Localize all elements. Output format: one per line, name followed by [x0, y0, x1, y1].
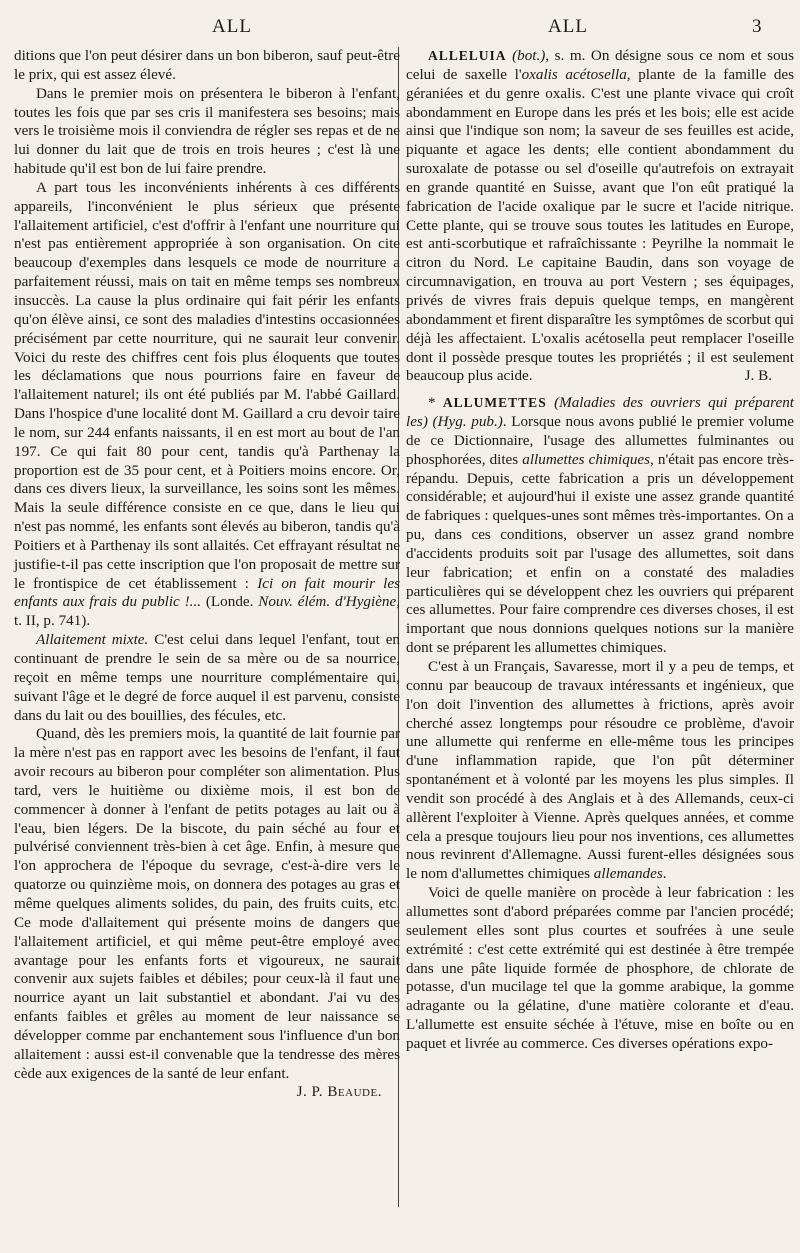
header-right-word: ALL	[548, 16, 588, 37]
headword-allumettes: ALLUMETTES	[442, 395, 547, 411]
page-number: 3	[752, 16, 763, 37]
running-header	[0, 8, 800, 42]
mixed-feeding-text: C'est celui dans lequel l'enfant, tout en continuant de prendre le sein de sa mère ou de sa nourrice, reçoit en même temps une nourriture complémentaire qui, suivant l'âge et le degré de force auquel il est parvenu, consiste dans du lait ou des bouillies, des fécules, etc.	[14, 631, 400, 724]
asterisk-marker: *	[428, 394, 443, 412]
entry-alleluia	[406, 47, 794, 386]
headword-alleluia: ALLELUIA	[428, 48, 507, 63]
label-hygiene: (Hyg. pub.)	[432, 413, 503, 431]
paragraph-first-months: Quand, dès les premiers mois, la quantité de lait fournie par la mère n'est pas en rapport avec les besoins de l'enfant, il faut avoir recours au biberon pour compléter son alimentation. Plus tard, vers le huitième ou dixième mois, il est bon de commencer à donner à l'enfant de petits potages au lait ou à l'eau, bien légers. De la biscote, du pain séché au four et pulvérisé conviennent très-bien à cet âge. Enfin, à mesure que l'on approchera de l'époque du sevrage, c'est-à-dire vers le quatorze ou quinzième mois, on donnera des potages au gras et même quelques aliments solides, du pain, des fruits cuits, etc. Ce mode d'allaitement qui présente moins de dangers que l'allaitement artificiel, et qui même peut-être employé avec avantage pour les enfants forts et vigoureux, ne saurait convenir aux sujets faibles et débiles; pour ceux-là il faut une nourrice ayant un lait substantiel et abondant. J'ai vu des enfants faibles et grêles au moment de leur naissance se développer comme par enchantement sous l'influence d'un bon allaitement : aussi est-il convenable que la tendresse des mères cède aux exigences de la santé de leur enfant.	[14, 725, 400, 1082]
entry-allumettes	[406, 394, 794, 658]
header-left-word: ALL	[212, 16, 252, 37]
entry-signature-jb: J. B.	[744, 367, 772, 385]
label-botany: (bot.)	[512, 47, 546, 64]
paragraph-artificial-feeding	[14, 179, 400, 631]
paragraph-mixed-feeding	[14, 631, 400, 725]
right-column	[406, 47, 794, 1054]
alleluia-text-b: , plante de la famille des géraniées et du genre oxalis. C'est une plante vivace qui croît abondamment en Europe dans les prés et les bois; elle est acide ainsi que l'indique son nom; la saveur de ses feuilles est acide, piquante et agace les dents; elle contient abondamment du suroxalate de potasse ou sel d'oseille qu'autrefois on extrayait en grande quantité en Suisse, avant que l'on eût pratiqué la fabrication de l'acide oxalique par le sucre et l'acide nitrique. Cette plante, qui se trouve sous toutes les latitudes en Europe, est anti-scorbutique et rafraîchissante : Peyrilhe la nommait le citron du Nord. Le capitaine Baudin, dans son voyage de circumnavigation, en trouva au port Vestern ; ses équipages, privés de vivres frais depuis quelque temps, en mangèrent abondamment et firent disparaître les symptômes de scorbut qui déjà les affectaient. L'oxalis acétosella peut remplacer l'oseille dont il possède presque toutes les propriétés ; il est seulement beaucoup plus acide.	[406, 65, 795, 385]
latin-name: oxalis acétosella	[521, 65, 627, 83]
entry-gap	[406, 386, 794, 394]
paragraph-savaresse	[406, 658, 794, 884]
subtitle-maladies: (Maladies des ouvriers qui préparent les)	[406, 394, 794, 431]
term-allumettes-chimiques: allumettes chimiques	[522, 450, 651, 468]
paragraph-biberon-end: ditions que l'on peut désirer dans un bon biberon, sauf peut-être le prix, qui est assez élevé.	[14, 47, 400, 83]
author-signature: J. P. Beaude.	[296, 1083, 382, 1101]
allumettes-text-a: . Lorsque nous avons publié le premier volume de ce Dictionnaire, l'usage des allumettes fulminantes ou phosphorées, dites	[406, 413, 794, 468]
reference-open: (Londe.	[201, 593, 259, 611]
savaresse-end: .	[662, 865, 667, 883]
allumettes-text-b: , n'était pas encore très-répandu. Depuis, cette fabrication a pris un développement considérable; et aujourd'hui il existe une assez grande quantité de fabriques : quelques-unes sont mêmes très-importantes. On a pu, dans ces conditions, observer un assez grand nombre d'accidents produits soit par l'usage des allumettes, soit dans leur fabrication; et enfin on a constaté des maladies particulières qui se développent chez les ouvriers qui préparent ces allumettes. Pour faire comprendre ces diverses choses, il est important que nous donnions quelques notions sur la manière dont se préparent les allumettes chimiques.	[406, 450, 794, 657]
left-column	[14, 47, 400, 1102]
paragraph-fabrication: Voici de quelle manière on procède à leur fabrication : les allumettes sont d'abord préparées comme par l'ancien procédé; seulement elles sont plus courtes et soufrées à une seule extrémité : c'est cette extrémité qui est destinée à être trempée dans une pâte liquide formée de phosphore, de chlorate de potasse, d'un mucilage tel que la gomme arabique, la gomme adragante ou la gélatine, d'une matière colorante et d'eau. L'allumette est ensuite séchée à l'étuve, mise en boîte ou en paquet et livrée au commerce. Ces diverses opérations expo-	[406, 884, 794, 1052]
term-mixed-feeding: Allaitement mixte.	[36, 631, 149, 649]
term-allemandes: allemandes	[593, 865, 663, 883]
artificial-feeding-text: A part tous les inconvénients inhérents à ces différents appareils, l'inconvénient le plus sérieux que présente l'allaitement artificiel, c'est d'offrir à l'enfant une nourriture qui n'est pas entièrement appropriée à son organisation. On cite beaucoup d'exemples dans lesquels ce mode de nourriture a parfaitement réussi, mais on tait en même temps ses nombreux insuccès. La cause la plus ordinaire qui fait périr les enfants qu'on élève ainsi, ce sont des maladies d'intestins occasionnées précisément par cette nourriture, qui ne saurait leur convenir. Voici du reste des chiffres cent fois plus éloquents que toutes les déclamations que nous pourrions faire en faveur de l'allaitement naturel; ils ont été publiés par M. l'abbé Gaillard. Dans l'hospice d'une localité dont M. Gaillard a cru devoir taire le nom, sur 244 enfants naissants, il en est mort au bout de l'an 197. Ce qui fait 80 pour cent, tandis qu'à Parthenay la proportion est de 35 pour cent, et à Poitiers moins encore. Or, dans ces divers lieux, la surveillance, les soins sont les mêmes. Mais la seule différence consiste en ce que, dans le lieu qui n'est pas nommé, les enfants sont élevés au biberon, tandis qu'à Poitiers et à Parthenay ils sont allaités. Cet effrayant résultat ne justifie-t-il pas cette inscription que l'on proposait de mettre sur le frontispice de cet établissement :	[14, 178, 400, 592]
reference-close: t. II, p. 741).	[14, 612, 91, 630]
inscription-quote: Ici on fait mourir les enfants aux frais du public !...	[14, 574, 401, 611]
savaresse-text: C'est à un Français, Savaresse, mort il y a peu de temps, et connu par beaucoup de travaux intéressants et ingénieux, que l'on doit l'invention des allumettes à frictions, après avoir cherché assez longtemps pour résoudre ce problème, d'avoir une allumette qui renferme en elle-même tous les principes d'une inflammation rapide, que l'on pût déterminer spontanément et à volonté par les moyens les plus simples. Il vendit son procédé à des Anglais et à des Allemands, ceux-ci allèrent l'exploiter à Vienne. Après quelques années, et comme cela a presque toujours lieu pour nos inventions, ces allumettes nous revinrent d'Allemagne. Aussi furent-elles désignées sous le nom d'allumettes chimiques	[406, 658, 794, 883]
alleluia-text-a: , s. m. On désigne sous ce nom et sous celui de saxelle l'	[406, 47, 794, 83]
reference-title: Nouv. élém. d'Hygiène,	[258, 593, 400, 611]
paragraph-first-month: Dans le premier mois on présentera le biberon à l'enfant, toutes les fois que par ses cris il manifestera ses besoins; mais vers le troisième mois il conviendra de régler ses repas et de ne lui donner du lait que de trois en trois heures ; c'est là une habitude qu'il est bon de lui faire prendre.	[14, 84, 400, 178]
